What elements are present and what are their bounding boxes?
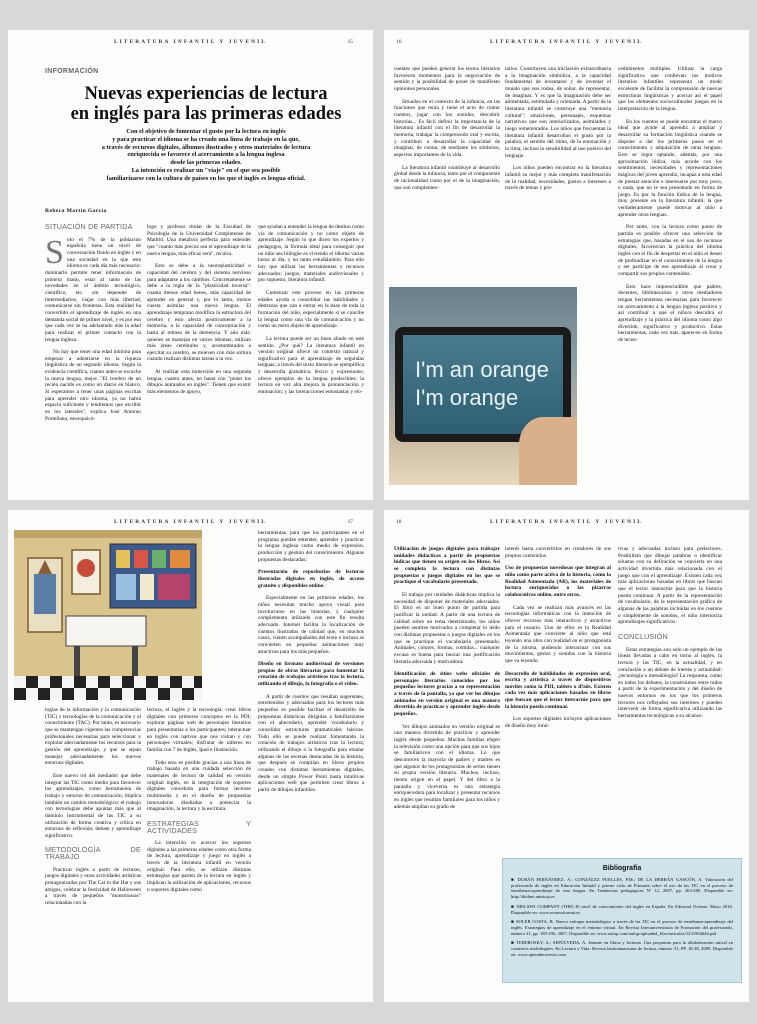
lead-line: familiarizarse con la cultura de países en los que el inglés es lengua oficial. <box>106 174 306 182</box>
paragraph: cedimientos múltiples. Utilizar la carga significativa que conllevan los motivos literarios infantiles representa un modo excelente de facilitar la comprensión de nuevas estructuras lingüísticas y acercar así el papel que los elementos socioculturales juegan en la interpretación de la lengua. <box>618 66 722 112</box>
paragraph: que ayudan a entender la lengua de destino como vía de comunicación y no como objeto de aprendizaje. Según lo que dicen los expertos y pedagogos, la fórmula ideal para conseguir que un niño sea bilingüe es viviendo el idioma varias horas al día, y no tanto estudiándolo. Para ello hay que utilizar las herramientas y recursos adecuados: juegos, materiales audiovisuales y por supuesto, literatura infantil. <box>258 224 364 284</box>
paragraph: tarios. Constituyen una iniciación extraordinaria a la imaginación simbólica, a la capacidad fundamental de inventarse y de inventar el mundo que nos rodea, de soñar, de representar, de imaginar. Y es que la imaginación debe ser alimentada, estimulada y orientada. A partir de la literatura infantil se construye una "memoria cultural": situaciones, personajes, esquemas narrativos que son interiorizados, asimilados y luego rememorados. Los niños que frecuentan la literatura infantil desarrollan el gusto por la palabra, el sentido del ritmo, de la entonación y la rima, incluso la sensibilidad al uso poético del lenguaje. <box>505 66 611 159</box>
column-2 <box>505 546 611 736</box>
paragraph: tivas y adecuadas incluso para prelectores. Posibilitan que dibujar palabras o identificar siluetas con su definición se convierta en una actividad divertida más relacionada con el juego que con el aprendizaje. Existen cada vez más aplicaciones basadas en libros que buscan que el lector interactúe para que la historia pueda continuar. A partir de la representación de vocabulario, de la representación gráfica de algunas de las palabras incluidas en los cuentos o simplemente de sonidos, el niño interioriza aprendizajes significativos. <box>618 546 722 626</box>
paragraph: interés hasta convertirlos en creadores de sus propios contenidos. <box>505 546 611 559</box>
column-3 <box>258 530 364 800</box>
strategy-heading: Diseño en formato audiovisual de versiones propias de obras literarias para fomentar la creación de trabajos artísticos tras la lectura, utilizando el dibujo, la fotografía o el vídeo. <box>258 661 364 688</box>
paragraph: Este nuevo rol del mediador que debe integrar las TIC como medio para favorecer los aprendizajes, como herramienta de trabajo y entorno de comunicación, implica también un cambio metodológico: el trabajo con tecnologías debe apuntar más que al dominio instrumental de las TIC a su utilización de forma creativa y crítica en entornos de reflexión, debate y aprendizaje significativo. <box>45 772 141 839</box>
running-head: LITERATURA INFANTIL Y JUVENIL <box>489 39 643 45</box>
column-1 <box>45 224 141 428</box>
paragraph: Practicar inglés a partir de lecturas, juegos digitales y otras actividades artísticas protagonizadas por The Cat in the Hat y sus amigos, celebrar la festividad de Halloween a través de pequeños "monstruosas" relacionadas con la <box>45 866 141 907</box>
lead-line: enriquecida se favorece el acercamiento a la lengua inglesa <box>127 151 285 159</box>
paragraph: Ver dibujos animados en versión original es una manera divertida de practicar y aprender inglés desde pequeños. Muchas familias eligen la televisión como una opción para que sus hijos se familiaricen con el idioma. Lo que desconocen la mayoría de padres y madres es que algunos de los protagonistas de series tienen su propia versión literaria. Muchos, incluso, tienen origen en el papel. Y del libro a la pantalla y viceversa es una estrategia enriquecedora para localizar y presentar recursos en inglés que resultan familiares para los niños y además amplían su grado de <box>394 723 500 810</box>
column-2 <box>147 224 251 402</box>
column-1 <box>45 707 141 913</box>
bibliography-entry: ■ TEBEROSKY, A.; SEPÚLVEDA, A. Jeannie en libros y lecturas. Una propuesta para la alfabetización inicial en contextos multilingües. En Lectura y Vida: Revista latinoamericana de lectura, número 31, PP. 18-28, 2009. Disponible en: www.aprenderavesos.com <box>511 940 733 957</box>
page-15 <box>8 30 373 500</box>
paragraph: La literatura infantil contribuye al desarrollo global desde la infancia, tanto por el componente de racionalidad como por el de la imaginación, que son complemen- <box>394 164 500 191</box>
paragraph: herramientas, para que los participantes en el programa puedan entender, aprender y practicar la lengua inglesa como medio de expresión, producción y gestión del conocimiento. Algunas propuestas destacadas: <box>258 530 364 563</box>
author-byline: Rebeca Martín García <box>45 208 107 214</box>
paragraph: logo y profesor titular de la Facultad de Psicología de la Universidad Complutense de Madrid. Una metáfora perfecta para entender que "cuanto más precoz sea el aprendizaje de la nueva lengua, más eficaz será", recalca. <box>147 224 251 257</box>
photo-caption-line-2: I'm orange <box>415 385 519 410</box>
strategy-heading: Desarrollo de habilidades de expresión oral, escrita y artística a través de dispositivos móviles como la PDI, tablets o iPads. Existen cada vez más aplicaciones basadas en libros que buscan que el lector interactúe para que la historia pueda continuar. <box>505 670 611 710</box>
paragraph: Estas estrategias son solo un ejemplo de las líneas llevadas a cabo en torno al inglés, la lectura y las TIC, en la actualidad, y en conclusión a un debate de interés y actualidad: ¿tecnología o metodología? La respuesta, como en todos los debates, la construimos entre todos a partir de la experimentación y del diseño de nuevos entornos en los que los primeros lectores nos reflejados sus intereses y pueden intervenir de forma significativa utilizando las herramientas tecnológicas a su alcance. <box>618 646 722 720</box>
page-18 <box>384 510 749 1002</box>
paragraph: Cada vez se realizan más avances en las tecnologías informáticas con la intención de ofrecer recursos más interactivos y atractivos para el usuario. Uno de ellos es la Realidad Aumentada que convierte al niño que está leyendo una obra con realidad en el protagonista de la misma, pudiendo interactuar con sus movimientos, gestos y sonidos con la historia que va leyendo. <box>505 604 611 664</box>
title-line-1: Nuevas experiencias de lectura <box>84 84 328 104</box>
title-line-2: en inglés para las primeras edades <box>70 104 342 124</box>
tablet-photo <box>389 287 577 485</box>
lead-line: a través de recursos digitales, álbumes ilustrados y otros materiales de lectura <box>101 143 311 151</box>
strategy-heading: Presentación de repositorios de lecturas ilustradas digitales en inglés, de acceso gratuito y disponibles online. <box>258 569 364 589</box>
bibliography-box <box>502 858 742 983</box>
paragraph: logías de la información y la comunicación (TIC) y tecnologías de la comunicación y el conocimiento (TAC). Por tanto, es necesario que se mantengan vigentes las competencias profesionales necesarias para seleccionar y explotar adecuadamente los recursos para la gestión del aprendizaje, y que se sepan manejar adecuadamente los nuevos entornos digitales. <box>45 707 141 767</box>
paragraph-text: olo el 7% de la población española tiene un nivel de conversación fluido en inglés y en una sociedad en la que este idioma es cada día más necesario: dominarlo permite tener información de primera mano, estar al tanto de las novedades en el ámbito tecnológico, científico, etc. sin depender de intermediarios, viajar con más libertad, comunicarse sin fronteras. Esta realidad ha convertido el aprendizaje de inglés en una demanda social de primer nivel, y es por eso que cada vez se ha adelantado más la edad para realizar el primer contacto con la lengua inglesa. <box>45 236 141 343</box>
paragraph <box>45 233 141 344</box>
column-3 <box>618 66 722 350</box>
paragraph: Al realizar esta inmersión en una segunda lengua, cuanto antes, no basta con "poner los dibujos animados en inglés". Tienen que existir más elementos de apoyo, <box>147 369 251 396</box>
page-17 <box>8 510 373 1002</box>
bibliography-entry: ■ NIELSEN COMPANY (THE) El nivel de conocimiento del inglés en España. En Editorial Océano. Mayo 2016. Disponible en: www.oceanoformat.es <box>511 903 733 915</box>
article-lead <box>45 128 367 183</box>
page-number: 15 <box>347 39 353 45</box>
column-2 <box>505 66 611 198</box>
heading-situacion: SITUACIÓN DE PARTIDA <box>45 222 133 231</box>
paragraph: No hay que tener una edad mínima para empezar a adentrarse en la riqueza lingüística de un segundo idioma. Según la evidencia científica, cuanto antes se escuche la nueva lengua, mejor. "El cerebro de un recién nacido es como un diario en blanco. Si esperamos a tener unas páginas escritas para aprender otro idioma, ya no habrá espacio suficiente y tendremos que escribir en los laterales", explica José Antonio Portellano, neuropsicó- <box>45 349 141 422</box>
paragraph: A partir de cuentos que resultan sugerentes, entretenidos y adecuados para los lectores más pequeños es posible facilitar el desarrollo de propuestas didácticas dirigidas a familiarizarse con el abecedario, aprender vocabulario y consolidar estructuras gramaticales básicas. Todo ello se puede realizar fomentando la creación de trabajos artísticos tras la lectura, utilizando el dibujo o la fotografía para emular algunas de las escenas destacadas de la historia, que después se compilan en libros propios creados con distintas herramientas digitales, desde un simple Power Point hasta intuitivas aplicaciones web que permiten crear libros a partir de dibujos infantiles. <box>258 693 364 793</box>
column-1 <box>394 546 500 816</box>
paragraph: Por tanto, con la lectura como punto de partida es posible ofrecer una selección de estrategias que, basadas en el uso de recursos digitales, favorezcan la práctica del idioma inglés con el fin de despertar en el niño el deseo de profundizar en el conocimiento de la lengua y ser partícipe de ese aprendizaje al crear y compartir sus propios contenidos. <box>618 224 722 278</box>
strategy-heading: Uso de propuestas novedosas que integran al niño como parte activa de la historia, como la Realidad Aumentada (AR), los materiales de lectura enriquecidos o las pizarras colaborativas online, entre otras. <box>505 565 611 598</box>
hand-illustration <box>519 417 577 485</box>
paragraph: El trabajo por unidades didácticas implica la necesidad de disponer de materiales adecuados. El libro es un buen punto de partida para justificar la unidad. A partir de una lectura de calidad sobre un tema determinado, los niños pueden sentirse motivados a completar lo leído con distintas propuestas o juegos digitales en los que se practique el vocabulario presentado. Animales, colores, formas, comidas... cualquier excusa es buena para buscar una justificación literaria adecuada y motivadora. <box>394 591 500 665</box>
paragraph: Esto hace imprescindible que padres, docentes, bibliotecarios y otros mediadores tengan herramientas necesarias para favorecer un acercamiento a la lengua inglesa positivo y así contribuir a que el niño/a descubra el aprendizaje y la práctica del idioma como algo divertido, significativo y productivo. Estas herramientas, cada vez más, aparecen en forma de tecno- <box>618 283 722 343</box>
museum-illustration <box>14 530 202 700</box>
column-2 <box>147 707 251 899</box>
paragraph: La intención es acercar los soportes digitales a las primeras edades como otra forma de lectura, aprendizaje y juego en inglés a través de la literatura infantil en versión original. Para ello, se utilizan distintas estrategias que parten de la lectura en inglés y implican la utilización de aplicaciones, recursos o soportes digitales como <box>147 840 251 893</box>
photo-caption-line-1: I'm an orange <box>415 357 549 382</box>
paragraph: Los niños pueden encontrar en la literatura infantil su mejor y más completa manifestación de la realidad, necesidades, gustos e intereses a través de temas y pro- <box>505 165 611 192</box>
strategy-heading: Utilización de juegos digitales para trabajar unidades didácticas a partir de propuestas lúdicas que tienen su origen en los libros. Así se completa la lectura con distintas propuestas o juegos digitales en los que se practique el vocabulario presentado. <box>394 546 500 586</box>
bibliography-entry: ■ SOLER COSTA, R. Nuevo enfoque metodológico a través de las TIC en el proceso de enseñanza-aprendizaje del inglés. Estrategias de aprendizaje en el entorno virtual. En Revista Interuniversitaria de Formación del profesorado, número 21, pp. 185-196, 2007. Disponible en: www.aufop.com/aufop/uploaded_files/articulos/1231964644.pdf <box>511 919 733 936</box>
paragraph: En los cuentos se puede encontrar el marco ideal que ayude al aprendiz a ampliar y desarrollar su formación lingüística cuando se dispone a dar los primeros pasos en el conocimiento y adquisición de otras lenguas. Esto se logra optando, además, por una aproximación lúdica, más acorde con los sentimientos, necesidades y representaciones mágicas del joven aprendiz, incapaz a esta edad de prestar atención e interesarse por muy poco, o nada, que no le sea presentado en forma de juego. Es por la función lúdica de la lengua, muy presente en la literatura infantil, la que verdaderamente puede motivar al niño a aprender otras lenguas. <box>618 118 722 218</box>
strategy-heading: Identificación de sitios webs oficiales de personajes literarios conocidos por los pequeños lectores gracias a su representación a través de la pantalla, ya que ver los dibujos animados en versión original es una manera divertida de practicar y aprender inglés desde pequeños. <box>394 671 500 718</box>
section-tag: INFORMACIÓN <box>45 68 99 75</box>
lead-line: La intención es realizar un "viaje" en el que sea posible <box>131 166 281 174</box>
paragraph: Los soportes digitales incluyen aplicaciones de diseño muy intui- <box>505 716 611 730</box>
heading-estrategias: ESTRATEGIAS Y ACTIVIDADES <box>147 818 251 835</box>
paragraph: lectura, el inglés y la tecnología; crear libros digitales con primeros conceptos en la PDI; explorar páginas web de personajes literarios para presentarlas a los participantes; interactuar en inglés con nativos que nos visitan y con personajes virtuales; disfrutar de talleres en familia con 7 de Inglés, Ipad e Ilustración. <box>147 707 251 753</box>
paragraph: Especialmente en las primeras edades, los niños necesitan mucho apoyo visual para involucrarse en las historias, y cualquier complemento utilizado con este fin resulta adecuado. Internet facilita la localización de cuentos ilustrados de calidad que, en muchos casos, vienen acompañados del texto e incluso se convierten en pequeñas animaciones muy atractivas para los más pequeños. <box>258 595 364 655</box>
column-3 <box>618 546 722 726</box>
lead-line: y para practicar el idioma se ha creado una línea de trabajo en la que, <box>112 135 300 143</box>
running-head: LITERATURA INFANTIL Y JUVENIL <box>489 519 643 525</box>
lead-line: Con el objetivo de fomentar el gusto por la lectura en inglés <box>126 128 286 135</box>
running-head: LITERATURA INFANTIL Y JUVENIL <box>113 39 267 45</box>
bibliography-entry: ■ DURÁN FERNÁNDEZ, A.; GONZÁLEZ PUELLES, P.M.; DE LA HERRÁN GASCÓN, A. Valoración del profesorado de inglés en Educación Infantil y primer ciclo de Primaria sobre el uso de las TIC en el proceso de enseñanza-aprendizaje de esta lengua. En Tendencias pedagógicas Nº 12, 2007, pp. 263-280. Disponible en: http://dialnet.unirioja.es <box>511 877 733 900</box>
paragraph: Esto se debe a la neuroplasticidad o capacidad del cerebro y del sistema nervioso para adaptarse a los cambios. Concretamente se debe a la regla de la "plasticidad inversa": cuanta menos edad tienes, más capacidad de aprender en general y, por lo tanto, menos cuesta asimilar una nueva lengua. El aprendizaje temprano modifica la estructura del cerebro y esto afecta positivamente a la memoria, a la capacidad de concentración y hasta al retraso de la demencia. Y aún más: quienes se manejan en varios idiomas, utilizan más áreas cerebrales y, acostumbrados a ejercitar su cerebro, se mueven con más soltura cuando realizan distintas tareas a la vez. <box>147 263 251 363</box>
article-title <box>45 84 367 124</box>
heading-metodologia: METODOLOGÍA DE TRABAJO <box>45 845 141 862</box>
paragraph: Todo esto es posible gracias a una línea de trabajo basada en una cuidada selección de materiales de lectura de calidad en versión original inglés, en la integración de soportes digitales concebida para formar lectores multimedia y en el diseño de propuestas innovadoras diseñadas a potenciar la imaginación, la lectura y la escritura. <box>147 759 251 813</box>
column-3 <box>258 224 364 402</box>
paragraph: cuentes que pueden generar los textos literarios favorecen momentos para la negociación de sentido y la posibilidad de poner de manifiesto opiniones personales. <box>394 66 500 92</box>
drop-cap: S <box>45 233 64 271</box>
page-number: 18 <box>396 519 402 525</box>
heading-conclusion: CONCLUSIÓN <box>618 631 668 641</box>
lead-line: desde las primeras edades. <box>170 159 242 167</box>
paragraph: La lectura puede ser un buen aliado en este sentido. ¿Por qué? La literatura infantil en versión original ofrece un contexto natural y significativo para el aprendizaje de segundas lenguas; a través del texto literario se ejemplifica y desarrolla gramática, léxico y expresiones; ofrece ejemplos de la lengua predecibles; la lectura en voz alta mejora la pronunciación y entonación; y las interacciones entusiastas y elo- <box>258 335 364 396</box>
page-number: 17 <box>347 519 353 525</box>
paragraph: Situados en el contexto de la infancia, en las funciones que tenía y tiene el acto de contar cuentos, jugar con los sonidos, descubrir historias... Es fácil definir la importancia de la literatura infantil con el fin de desarrollar la memoria, trabajar la comprensión oral y escrita, y contribuir a desarrollar la capacidad de imaginar, de contar, de mediante los símbolos, aspectos importantes de la vida. <box>394 98 500 158</box>
paragraph: Comenzar este proceso en las primeras edades ayuda a consolidar las habilidades y destrezas que van a entrar en la base de toda la formación del niño, especialmente si se concibe la lengua como una vía de comunicación y no como un mero objeto de aprendizaje. <box>258 289 364 330</box>
page-16 <box>384 30 749 500</box>
page-number: 16 <box>396 39 402 45</box>
column-1 <box>394 66 500 197</box>
running-head: LITERATURA INFANTIL Y JUVENIL <box>113 519 267 525</box>
bibliography-title: Bibliografía <box>602 865 642 872</box>
